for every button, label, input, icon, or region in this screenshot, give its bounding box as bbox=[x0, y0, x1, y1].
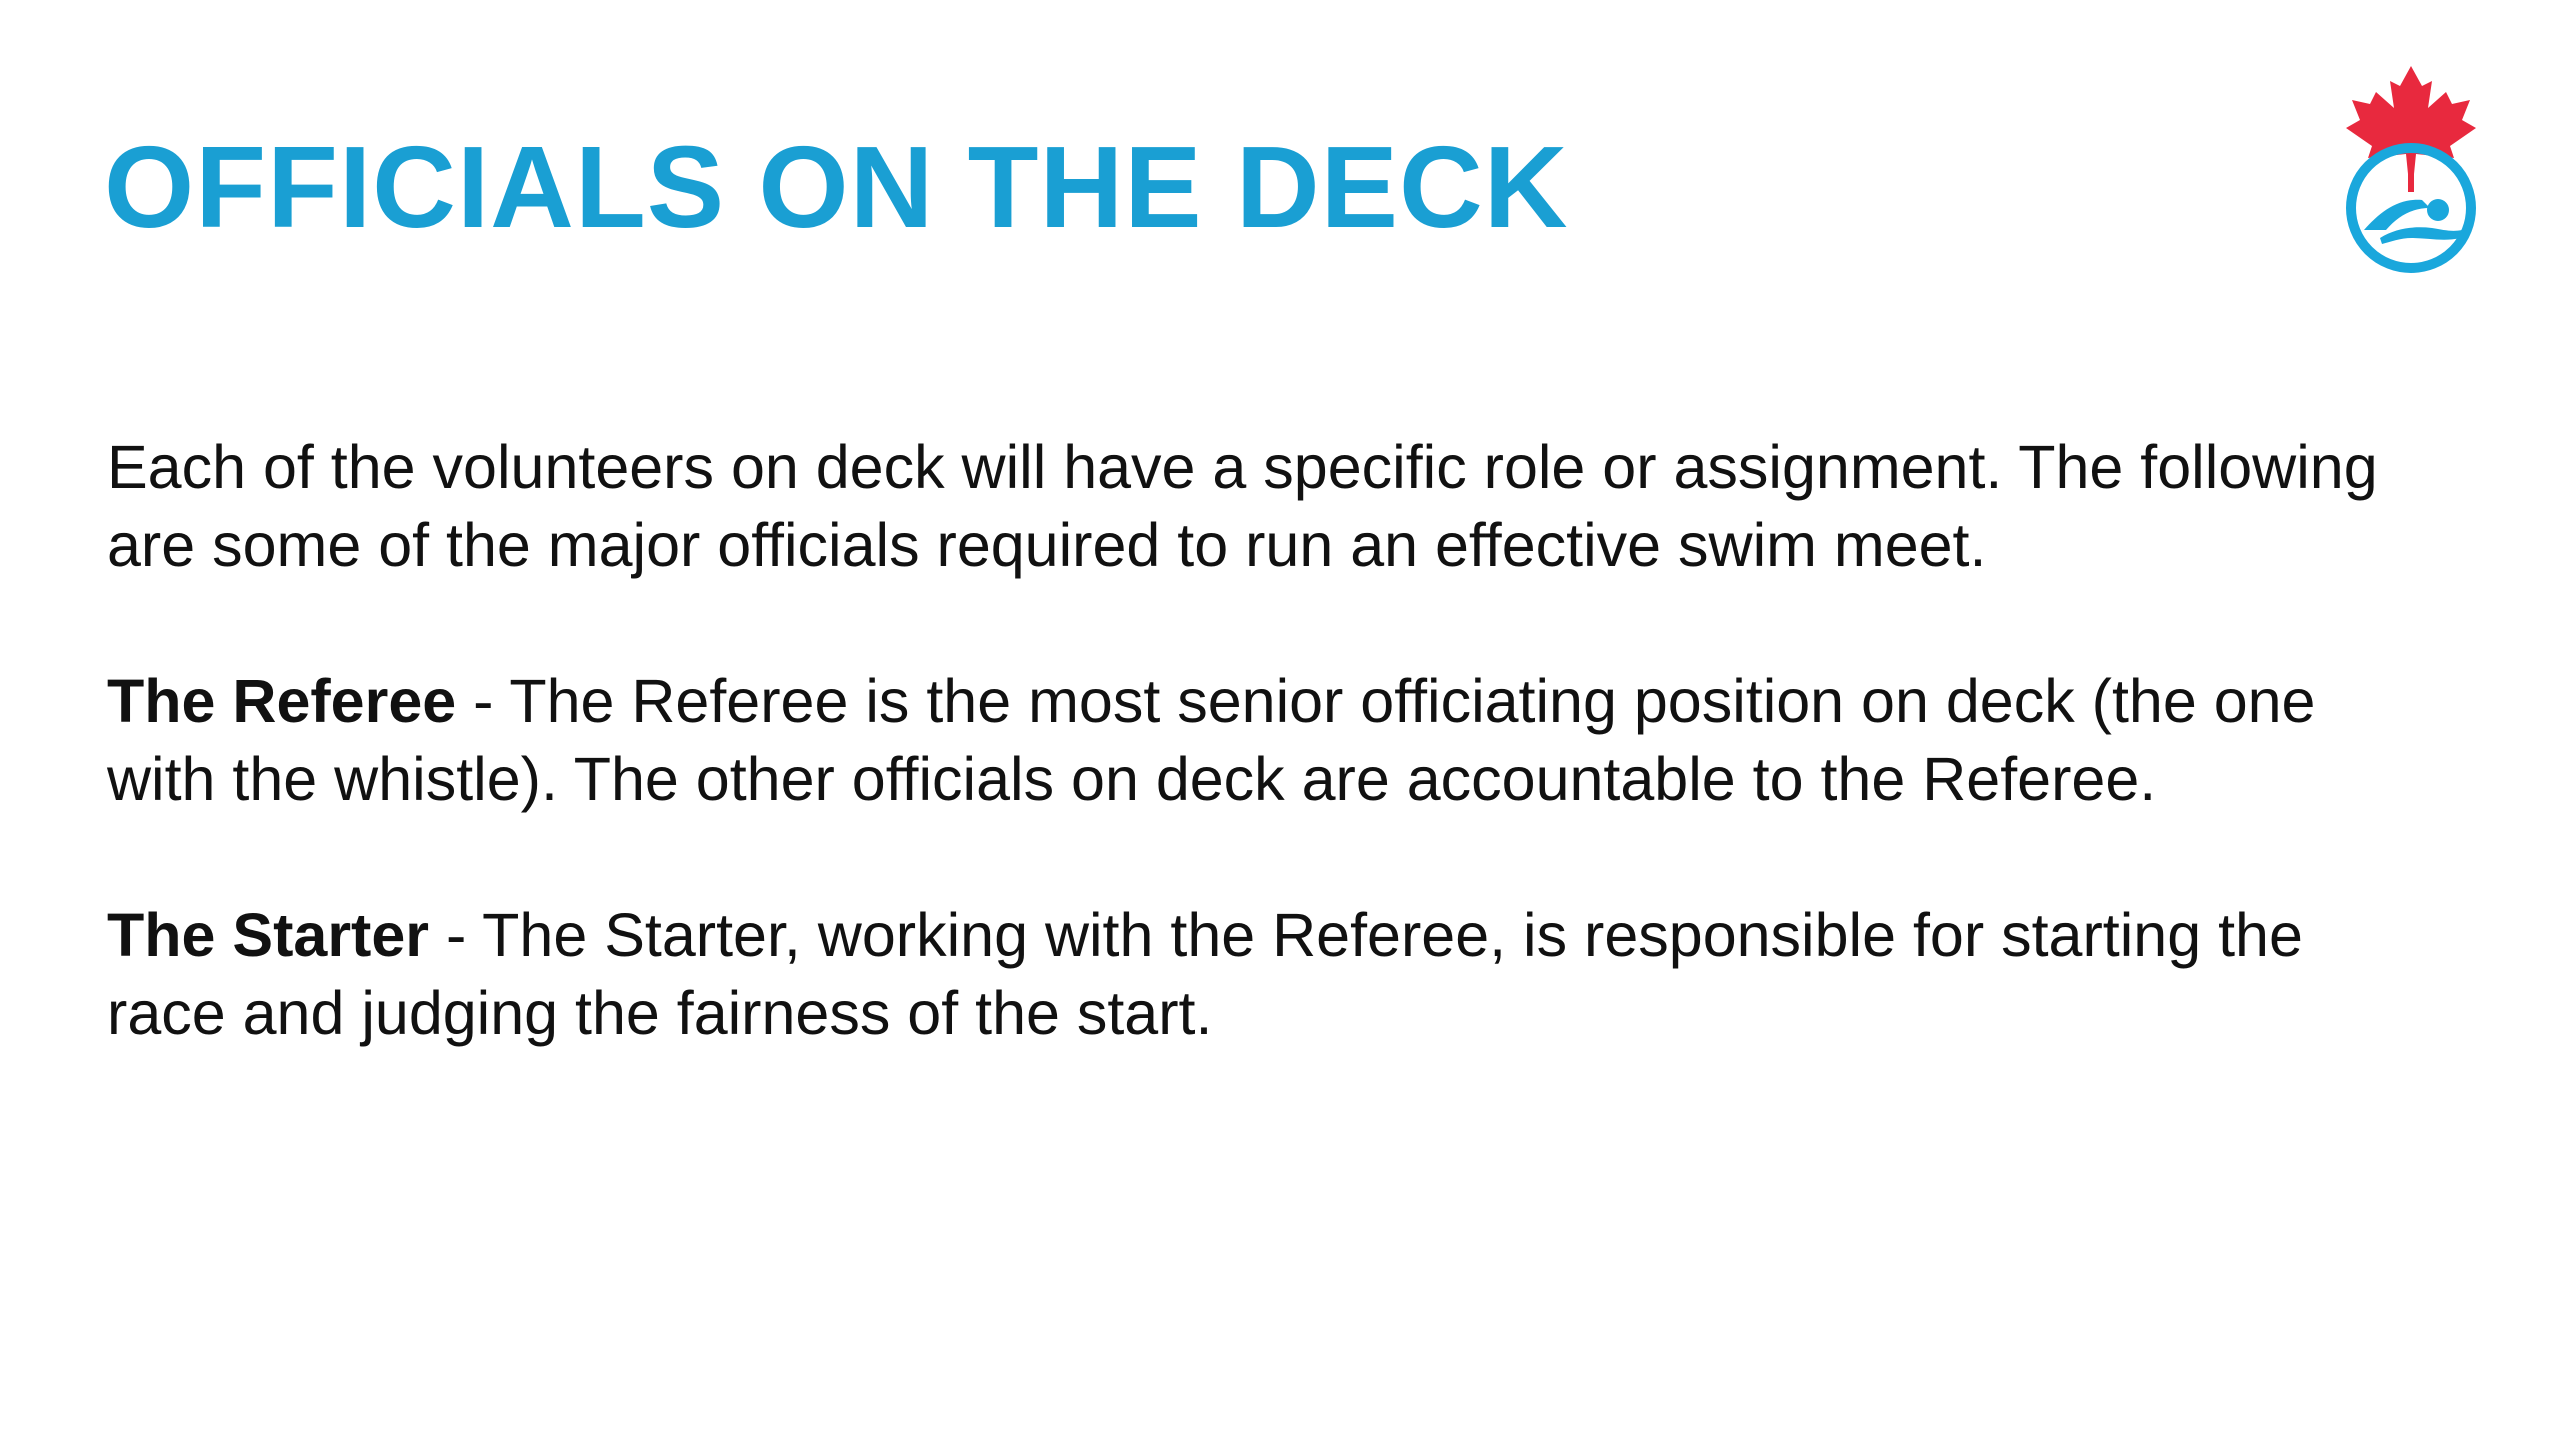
definition-text: The Referee is the most senior officiating position on deck (the one with the whistle). The other officials on deck are accountable to the Referee. bbox=[107, 667, 2316, 813]
slide-body bbox=[107, 428, 2387, 1130]
swimmer-icon bbox=[2364, 199, 2462, 244]
slide-title: OFFICIALS ON THE DECK bbox=[104, 122, 1569, 252]
maple-leaf-icon bbox=[2346, 66, 2476, 174]
definition-term: The Referee bbox=[107, 667, 457, 735]
definition-term: The Starter bbox=[107, 901, 430, 969]
intro-paragraph: Each of the volunteers on deck will have a specific role or assignment. The following are some of the major officials required to run an effective swim meet. bbox=[107, 433, 2378, 579]
definition-separator: - bbox=[456, 667, 510, 735]
definition-starter bbox=[107, 896, 2387, 1052]
definition-separator: - bbox=[429, 901, 483, 969]
swimming-canada-logo-icon bbox=[2340, 62, 2482, 282]
definition-text: The Starter, working with the Referee, is responsible for starting the race and judging the fairness of the start. bbox=[107, 901, 2303, 1047]
definition-referee bbox=[107, 662, 2387, 818]
